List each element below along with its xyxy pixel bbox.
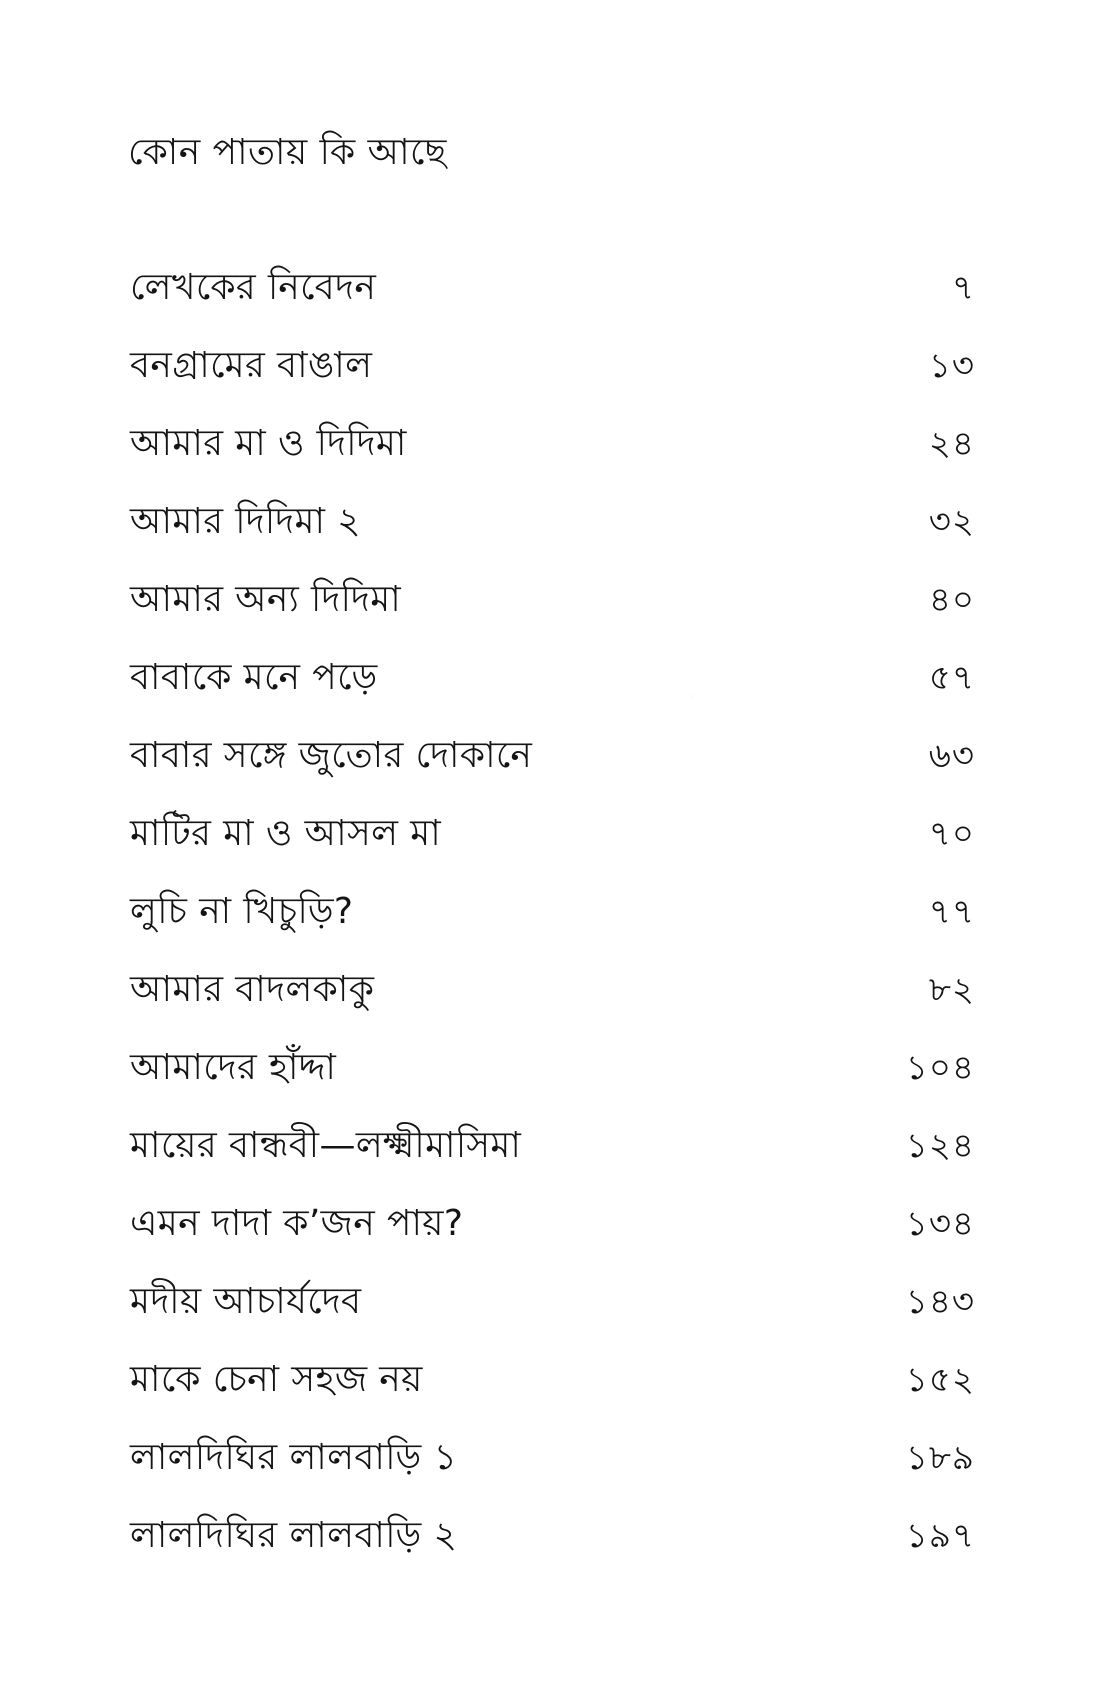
toc-entry-title: আমার অন্য দিদিমা: [130, 579, 402, 620]
toc-entry: [130, 1354, 975, 1406]
toc-entry-page: ৩২: [928, 502, 975, 542]
toc-entry-page: ১৪৩: [905, 1282, 975, 1322]
toc-entry-title: মদীয় আচার্যদেব: [130, 1281, 362, 1322]
toc-entry-page: ১৯৭: [905, 1516, 975, 1556]
toc-entry-title: মাটির মা ও আসল মা: [130, 813, 442, 854]
toc-entry-page: ১০৪: [905, 1048, 975, 1088]
toc-entry: [130, 1042, 975, 1094]
toc-entry-title: বনগ্রামের বাঙাল: [130, 345, 373, 386]
toc-entry-page: ১৩: [928, 346, 975, 386]
toc-entry: [130, 418, 975, 470]
toc-entry-page: ৪০: [928, 580, 975, 620]
toc-entry-title: লালদিঘির লালবাড়ি ২: [130, 1515, 458, 1556]
toc-entry-page: ৫৭: [928, 658, 975, 698]
toc-entry-title: বাবার সঙ্গে জুতোর দোকানে: [130, 735, 533, 776]
toc-entry: [130, 1198, 975, 1250]
page-title: কোন পাতায় কি আছে: [128, 132, 447, 173]
toc-entry-page: ৭৭: [928, 892, 975, 932]
toc-entry: [130, 262, 975, 314]
toc-entry-title: লেখকের নিবেদন: [130, 267, 377, 308]
toc-entry: [130, 730, 975, 782]
toc-entry: [130, 964, 975, 1016]
toc-entry-title: বাবাকে মনে পড়ে: [130, 657, 378, 698]
toc-entry-page: ১৫২: [905, 1360, 975, 1400]
toc-entry-page: ৬৩: [928, 736, 975, 776]
toc-entry: [130, 1432, 975, 1484]
toc-entry: [130, 340, 975, 392]
toc-entry: [130, 496, 975, 548]
toc-entry: [130, 886, 975, 938]
toc-entry-title: এমন দাদা ক’জন পায়?: [130, 1203, 464, 1244]
toc-entry: [130, 1276, 975, 1328]
toc-entry-page: ১৩৪: [905, 1204, 975, 1244]
toc-entry-page: ২৪: [928, 424, 975, 464]
toc-entry: [130, 808, 975, 860]
toc-entry-page: ৭০: [928, 814, 975, 854]
toc-entry-title: মাকে চেনা সহজ নয়: [130, 1359, 423, 1400]
toc-entry: [130, 652, 975, 704]
toc-entry-title: আমার মা ও দিদিমা: [130, 423, 407, 464]
toc-entry-title: লালদিঘির লালবাড়ি ১: [130, 1437, 458, 1478]
toc-entry: [130, 1120, 975, 1172]
toc-entry: [130, 1510, 975, 1562]
toc-entry-page: ৭: [951, 268, 975, 308]
toc-entry-title: আমাদের হাঁদ্দা: [130, 1047, 337, 1088]
toc-entry-title: লুচি না খিচুড়ি?: [130, 891, 354, 932]
toc-entry: [130, 574, 975, 626]
toc-entry-page: ১২৪: [905, 1126, 975, 1166]
toc-entry-title: আমার বাদলকাকু: [130, 969, 375, 1010]
toc-entry-page: ১৮৯: [905, 1438, 975, 1478]
toc-entry-page: ৮২: [928, 970, 975, 1010]
toc-entry-title: মায়ের বান্ধবী—লক্ষ্মীমাসিমা: [130, 1125, 522, 1166]
toc-entry-title: আমার দিদিমা ২: [130, 501, 361, 542]
